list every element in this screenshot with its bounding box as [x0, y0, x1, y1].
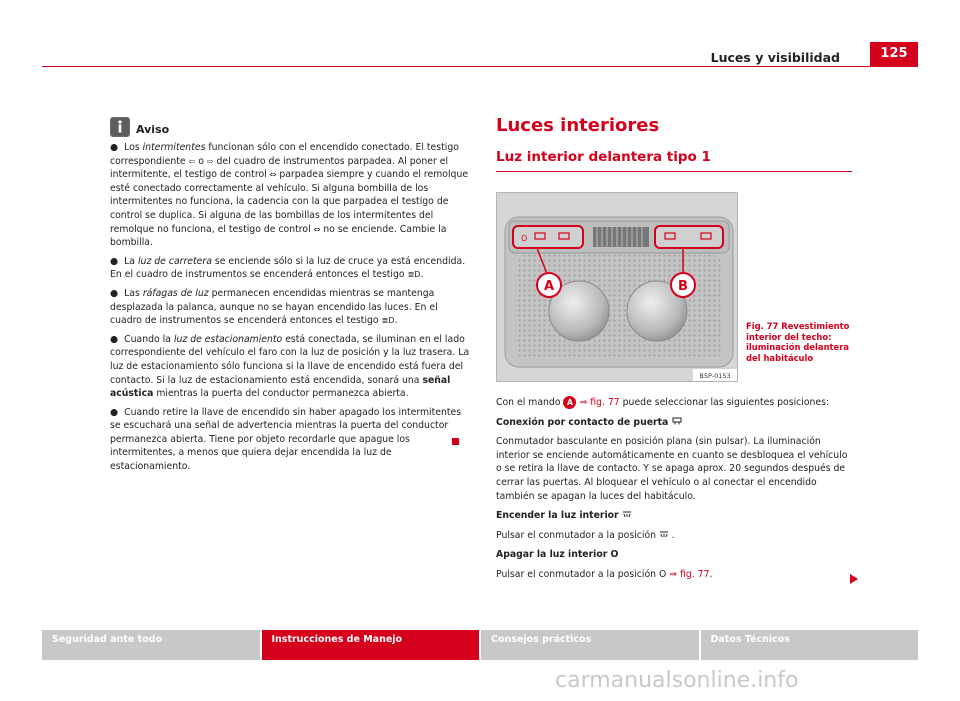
right-column [496, 115, 852, 172]
heading-light-off: Apagar la luz interior O [496, 549, 619, 561]
figure-code: B5P-0153 [699, 372, 731, 380]
figure-label-a: A [543, 279, 555, 294]
aviso-bullet-estacionamiento: ● Cuando la luz de estacionamiento está conectada, se iluminan en el lado correspondiente del vehículo el faro con la luz de posición y la luz trasera. La luz de estacionamiento sólo funciona si la llave de encendido está fuera del contacto. Si la luz de estacionamiento está encendida, sonará una señal acústica mientras la puerta del conductor permanezca abierta. [110, 333, 470, 400]
footer-tab-consejos[interactable]: Consejos prácticos [481, 630, 699, 660]
aviso-bullet-intermitentes: ● Los intermitentes funcionan sólo con el encendido conectado. El testigo correspondiente ⇦ o ⇨ del cuadro de instrumentos parpadea. Al poner el intermitente, el testigo de control ⇔ parpadea siempre y cuando el remolque esté conectado correctamente al vehículo. Si alguna bombilla de los intermitentes no funciona, la cadencia con la que parpadea el testigo de control se duplica. Si alguna de las bombillas de los intermitentes del remolque no funciona, el testigo de control ⇔ no se enciende. Cambie la bombilla. [110, 142, 469, 249]
turn-right-indicator-icon: ⇨ [206, 156, 214, 166]
turn-left-indicator-icon: ⇦ [188, 156, 196, 166]
watermark: carmanualsonline.info [555, 668, 799, 693]
vent-grille [593, 227, 649, 247]
figure-label-b: B [678, 279, 688, 294]
door-contact-paragraph: Conmutador basculante en posición plana (sin pulsar). La iluminación interior se enciende automáticamente en cuanto se desbloquea el vehículo o se retira la llave de contacto. Y se apaga aprox. 20 segundos después de cerrar las puertas. Al bloquear el vehículo o al conectar el encendido también se apagan la luces del habitáculo. [496, 436, 848, 502]
high-beam-icon: ≣D [407, 270, 421, 280]
aviso-box [110, 117, 470, 479]
trailer-indicator-icon: ⇔ [269, 170, 277, 180]
control-a-marker: A [563, 396, 576, 409]
aviso-label: Aviso [136, 123, 170, 137]
footer-tab-instrucciones[interactable]: Instrucciones de Manejo [262, 630, 480, 660]
aviso-bullet-carretera: ● La luz de carretera se enciende sólo si la luz de cruce ya está encendida. En el cuadro de instrumentos se encenderá entonces el testigo ≣D. [110, 255, 466, 281]
heading-door-contact: Conexión por contacto de puerta [496, 416, 856, 430]
heading-light-on: Encender la luz interior [496, 509, 856, 523]
figure-reference-link[interactable]: ⇒ fig. 77 [579, 397, 620, 408]
trailer-indicator-icon: ⇔ [313, 224, 321, 234]
aviso-bullet-rafagas: ● Las ráfagas de luz permanecen encendidas mientras se mantenga desplazada la palanca, aunque no se hayan encendido las luces. En el cuadro de instrumentos se encenderá entonces el testigo ≣D. [110, 287, 438, 327]
info-note-icon [110, 117, 130, 137]
aviso-bullet-llave: ● Cuando retire la llave de encendido sin haber apagado los intermitentes se escuchará una señal de advertencia mientras la puerta del conductor permanezca abierta. Tiene por objeto recordarle que apague los intermitentes, a menos que quiera dejar encendida la luz de estacionamiento. [110, 406, 462, 473]
figure-77-illustration [496, 192, 738, 382]
continue-arrow-icon [850, 574, 858, 584]
section-end-marker [452, 438, 459, 445]
interior-light-on-icon [659, 531, 672, 540]
figure-caption: Fig. 77 Revestimiento interior del techo: iluminación delantera del habitáculo [746, 321, 850, 363]
subsection-title: Luz interior delantera tipo 1 [496, 149, 852, 172]
body-text [496, 396, 856, 588]
header-rule [42, 66, 918, 67]
figure-reference-link[interactable]: ⇒ fig. 77 [669, 568, 710, 580]
svg-text:O: O [521, 234, 528, 243]
chapter-footer-nav [42, 630, 918, 660]
section-title: Luces interiores [496, 115, 660, 136]
aviso-heading [110, 117, 470, 137]
intro-paragraph: Con el mando A ⇒ fig. 77 puede seleccionar las siguientes posiciones: [496, 397, 830, 408]
interior-light-drawing [497, 193, 738, 382]
high-beam-icon: ≣D [381, 316, 395, 326]
footer-tab-seguridad[interactable]: Seguridad ante todo [42, 630, 260, 660]
light-off-paragraph: Pulsar el conmutador a la posición O ⇒ fig. 77. [496, 568, 713, 580]
page-number: 125 [870, 42, 918, 66]
footer-tab-datos[interactable]: Datos Técnicos [701, 630, 919, 660]
interior-light-on-icon [622, 511, 632, 520]
running-header-title: Luces y visibilidad [710, 50, 840, 65]
door-contact-icon [672, 418, 682, 427]
light-on-paragraph: Pulsar el conmutador a la posición . [496, 529, 675, 541]
